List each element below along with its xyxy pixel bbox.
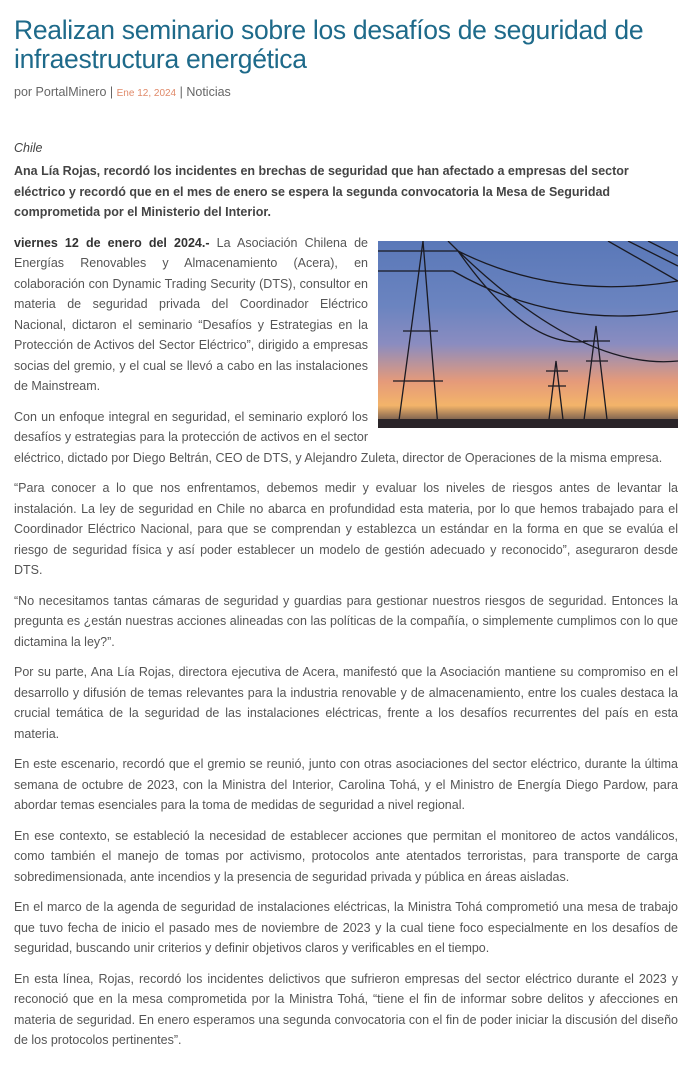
- lead-paragraph: Ana Lía Rojas, recordó los incidentes en brechas de seguridad que han afectado a empresas del sector eléctrico y recordó que en el mes de enero se espera la segunda convocatoria la Mesa de Seguridad comprometida por el Ministerio del Interior.: [14, 164, 629, 219]
- location: Chile: [14, 141, 43, 155]
- paragraph-text: La Asociación Chilena de Energías Renovables y Almacenamiento (Acera), en colaboración con Dynamic Trading Security (DTS), consultor en materia de seguridad privada del Coordinador Eléctrico Nacional, dictaron el seminario “Desafíos y Estrategias en la Protección de Activos del Sector Eléctrico”, dirigido a empresas socias del gremio, y el cual se llevó a cabo en las instalaciones de Mainstream.: [14, 235, 368, 393]
- separator: |: [109, 85, 114, 99]
- paragraph: “Para conocer a lo que nos enfrentamos, debemos medir y evaluar los niveles de riesgos antes de levantar la instalación. La ley de seguridad en Chile no abarca en profundidad esta materia, por lo que hemos trabajado para el Coordinador Eléctrico Nacional, para que se comprendan y establezca un estándar en la forma en que se evalúa el riesgo de seguridad física y así poder establecer un modelo de gestión adecuado y reconocido”, aseguraron desde DTS.: [14, 481, 678, 577]
- paragraph: En este escenario, recordó que el gremio se reunió, junto con otras asociaciones del sector eléctrico, durante la última semana de octubre de 2023, con la Ministra del Interior, Carolina Tohá, y el Ministro de Energía Diego Pardow, para abordar temas esenciales para la toma de medidas de seguridad a nivel regional.: [14, 757, 678, 812]
- paragraph: En ese contexto, se estableció la necesidad de establecer acciones que permitan el monitoreo de actos vandálicos, como también el manejo de tomas por activismo, protocolos ante atentados terroristas, para transporte de carga sobredimensionada, ante incendios y la presencia de seguridad privada y pública en áreas aisladas.: [14, 828, 678, 884]
- publish-date: Ene 12, 2024: [116, 88, 177, 99]
- paragraph: En esta línea, Rojas, recordó los incidentes delictivos que sufrieron empresas del sector eléctrico durante el 2023 y reconoció que en la mesa comprometida por la Ministra Tohá, “tiene el fin de informar sobre delitos y afecciones en materia de seguridad. En enero esperamos una segunda convocatoria con el fin de poder iniciar la discusión del diseño de los protocolos pertinentes”.: [14, 971, 678, 1047]
- power-lines-photo: [378, 241, 678, 428]
- article-meta: [14, 85, 678, 99]
- article-body: [14, 233, 678, 1051]
- paragraph: “No necesitamos tantas cámaras de seguridad y guardias para gestionar nuestros riesgos de seguridad. Entonces la pregunta es ¿están nuestras acciones alineadas con las políticas de la compañía, o simplemente cumplimos con lo que dictamina la ley?”.: [14, 593, 678, 649]
- separator: |: [179, 85, 183, 99]
- author-link[interactable]: por PortalMinero: [14, 85, 107, 99]
- paragraph: Con un enfoque integral en seguridad, el seminario exploró los desafíos y estrategias para la protección de activos en el sector eléctrico, dictado por Diego Beltrán, CEO de DTS, y Alejandro Zuleta, director de Operaciones de la misma empresa.: [14, 409, 663, 465]
- article-title: Realizan seminario sobre los desafíos de seguridad de infraestructura energética: [14, 15, 644, 74]
- paragraph: Por su parte, Ana Lía Rojas, directora ejecutiva de Acera, manifestó que la Asociación mantiene su compromiso en el desarrollo y difusión de temas relevantes para la industria renovable y de almacenamiento, entre los cuales destaca la crucial temática de la seguridad de las instalaciones eléctricas, frente a los desafíos recurrentes del país en esta materia.: [14, 665, 678, 741]
- category-link[interactable]: Noticias: [186, 85, 231, 99]
- dateline: viernes 12 de enero del 2024.-: [14, 235, 210, 250]
- article: [14, 0, 678, 1061]
- paragraph: En el marco de la agenda de seguridad de instalaciones eléctricas, la Ministra Tohá comprometió una mesa de trabajo que tuvo fecha de inicio el pasado mes de noviembre de 2023 y la cual tiene foco especialmente en los desafíos de seguridad, buscando unir criterios y definir objetivos claros y verificables en el tiempo.: [14, 900, 678, 955]
